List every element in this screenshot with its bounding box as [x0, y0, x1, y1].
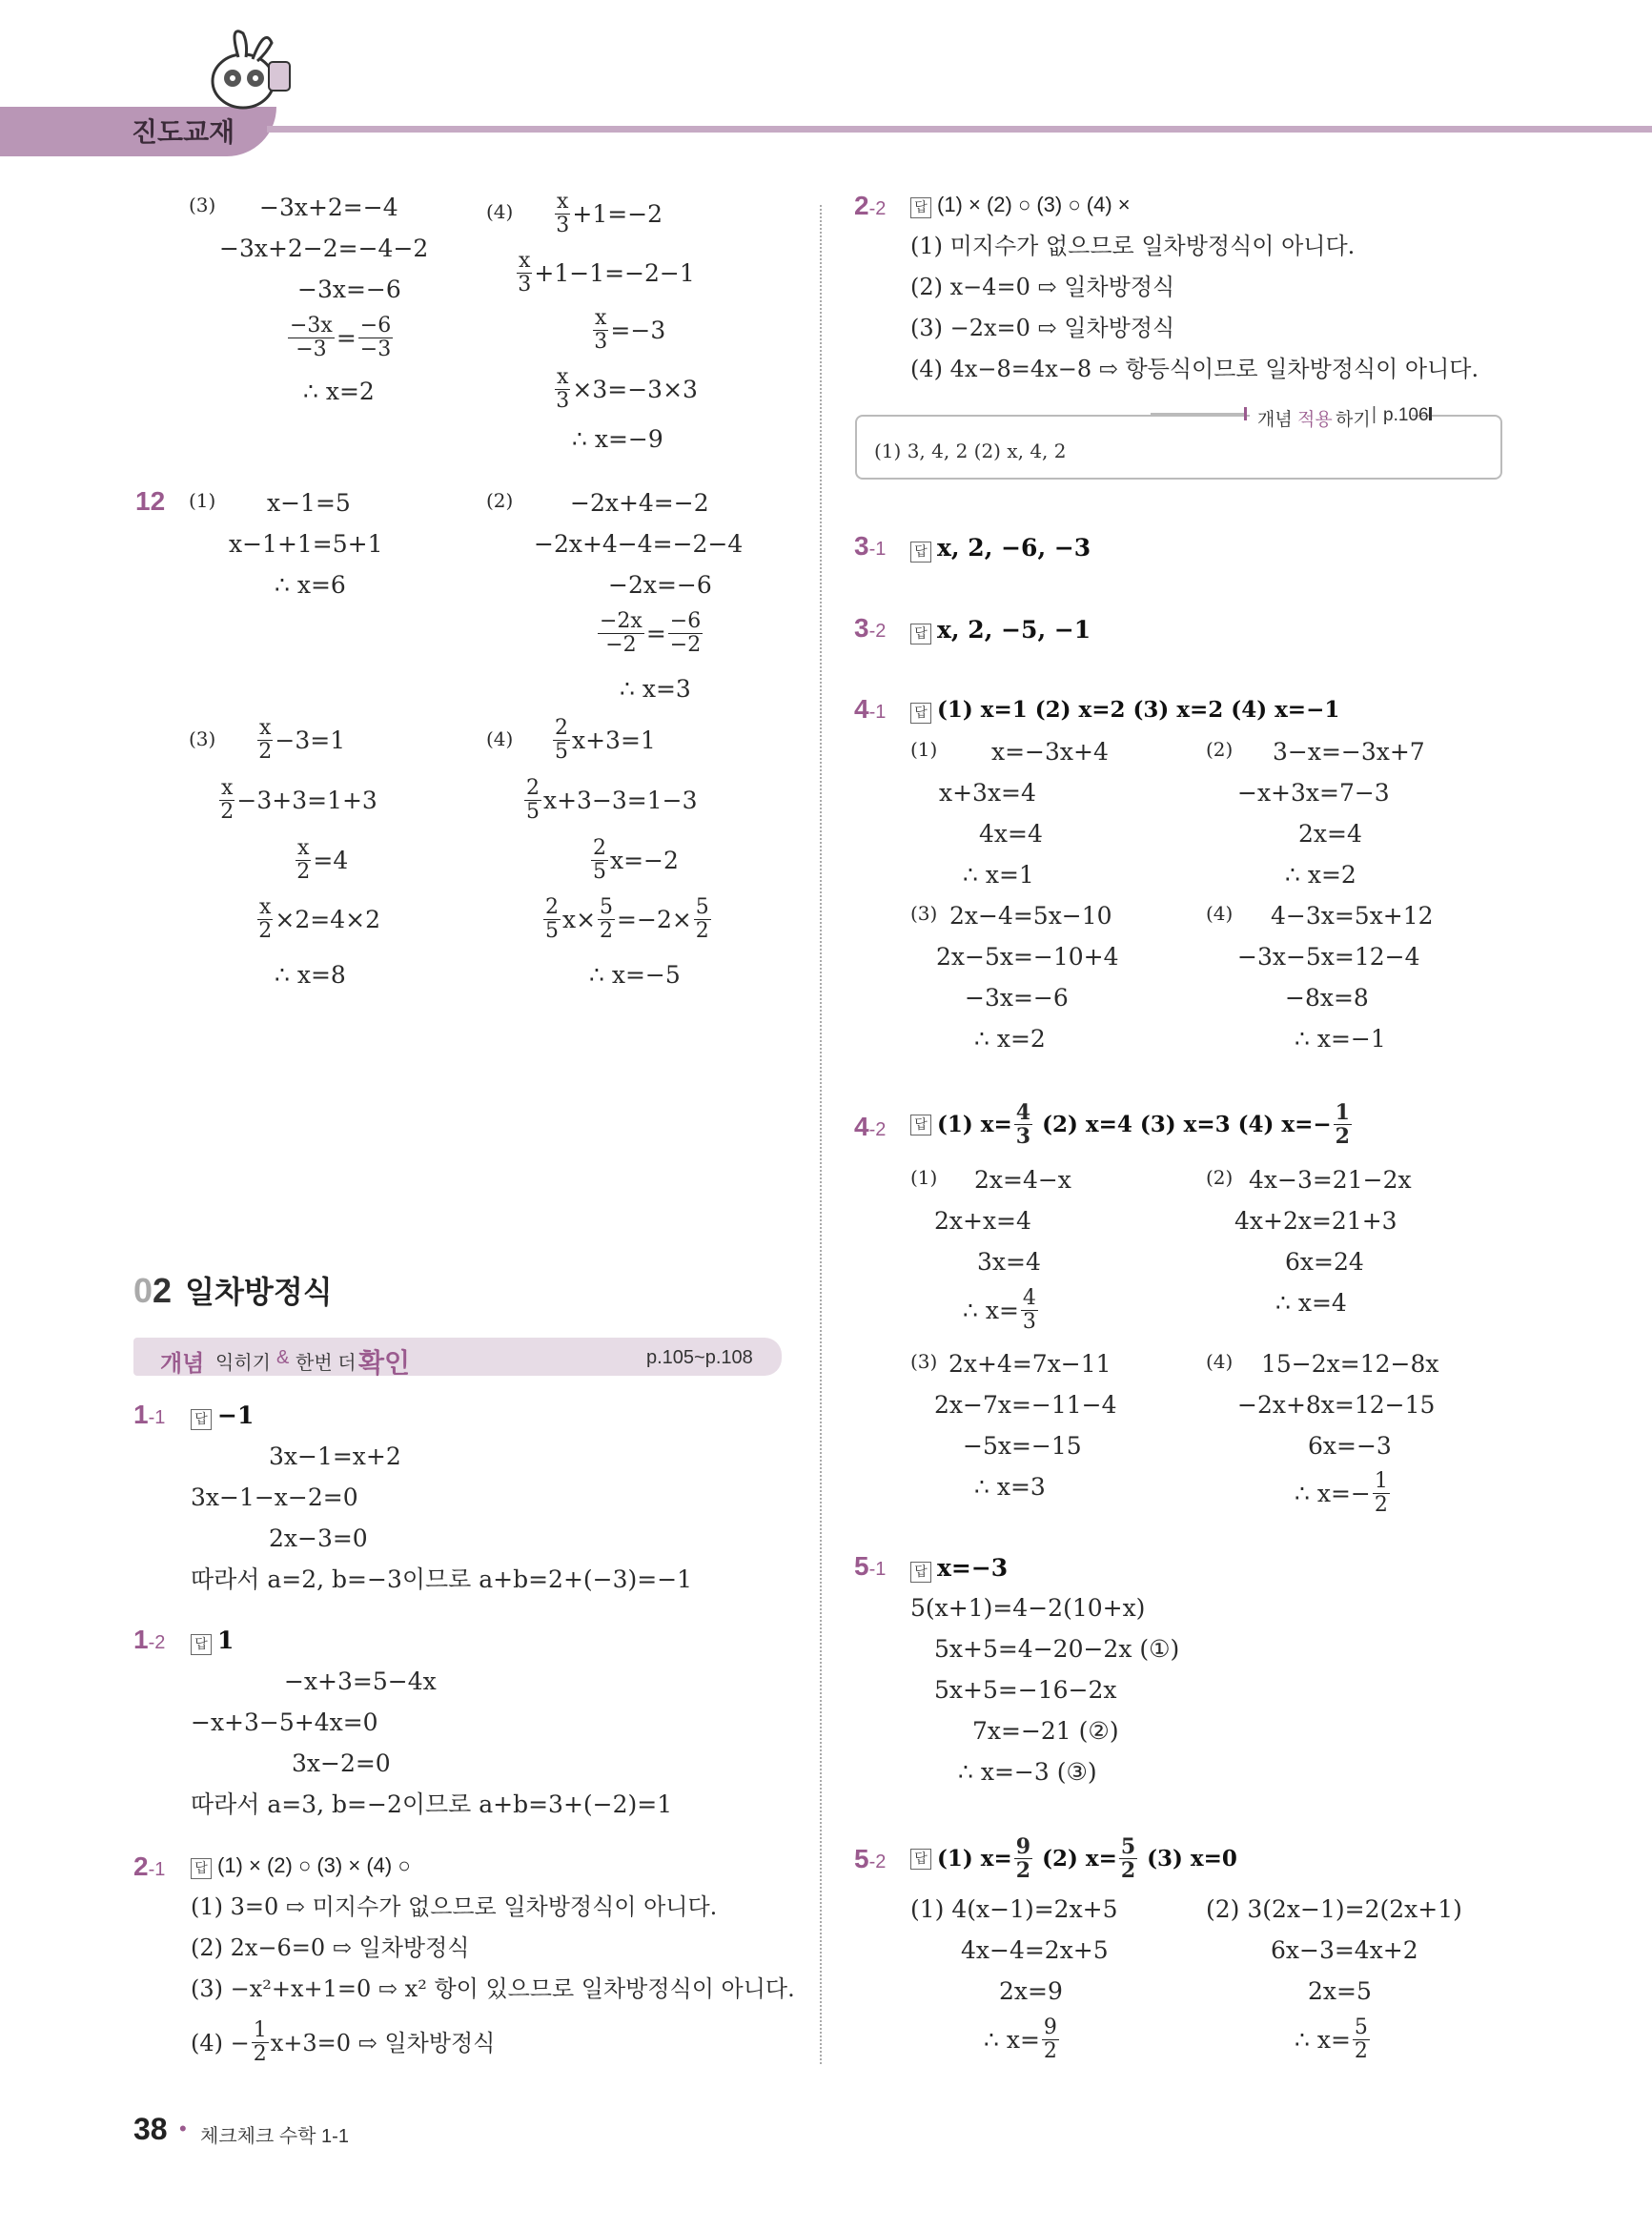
eq-line: 따라서 a=3, b=−2이므로 a+b=3+(−2)=1 [191, 1790, 673, 1818]
answer-line [910, 1554, 1008, 1583]
eq-line: 7x=−21 (②) [972, 1717, 1119, 1745]
section-title [133, 1268, 333, 1312]
eq-line: −3x+2−2=−4−2 [219, 235, 429, 262]
banner-text: 개념 [160, 1351, 205, 1377]
eq-text: x+3=0 ⇨ 일차방정식 [270, 2029, 496, 2056]
answer-icon: 답 [191, 1858, 212, 1879]
eq-line: 2x=5 [1308, 1977, 1372, 2005]
eq-line: 2x+4=7x−11 [948, 1350, 1112, 1378]
eq-text: ×2=4×2 [275, 906, 380, 934]
answer-line [910, 697, 1339, 724]
eq-line: −2x+4=−2 [570, 489, 709, 517]
numerator: 1 [1335, 1100, 1350, 1125]
label: (1) [910, 1166, 938, 1189]
banner-text: 확인 [358, 1348, 411, 1378]
eq-line: 3x=4 [977, 1248, 1041, 1276]
label: (3) [910, 1350, 938, 1373]
numerator: 5 [1354, 2015, 1368, 2039]
answer-line [191, 1626, 234, 1655]
answer-icon: 답 [910, 1849, 931, 1870]
eq-line [963, 1287, 1040, 1334]
box-title [1250, 401, 1429, 430]
eq-line [551, 717, 656, 764]
numerator: x [259, 895, 272, 919]
numerator: 4 [1015, 1100, 1031, 1125]
answer: x, 2, −5, −1 [937, 616, 1091, 644]
numerator: −6 [359, 314, 392, 338]
problem-number [854, 1112, 886, 1142]
denominator: 2 [1374, 1493, 1388, 1518]
eq-line [589, 837, 679, 884]
answer-line [910, 193, 1131, 218]
label: (3) [189, 727, 216, 750]
numerator: x [297, 836, 310, 860]
eq-line: (1) 미지수가 없으므로 일차방정식이 아니다. [910, 233, 1356, 259]
box-title-rule [1151, 413, 1246, 415]
eq-line: (2) 3(2x−1)=2(2x+1) [1206, 1895, 1462, 1923]
label: (2) [486, 489, 514, 512]
num: 4 [854, 1112, 869, 1141]
eq-line: (2) x−4=0 ⇨ 일차방정식 [910, 274, 1175, 300]
eq-line: ∴ x=2 [974, 1025, 1046, 1053]
eq-line [591, 307, 665, 354]
footer-bullet: • [179, 2117, 187, 2140]
banner-text: 익히기 [215, 1353, 271, 1374]
denominator: 3 [594, 330, 608, 355]
eq-line: ∴ x=−3 (③) [958, 1758, 1097, 1786]
rabbit-mascot-icon [191, 19, 296, 124]
eq-line: −2x+4−4=−2−4 [534, 530, 744, 558]
numerator: −3x [290, 314, 333, 338]
numerator: 2 [545, 895, 559, 919]
answer: (3) x=0 [1147, 1846, 1237, 1872]
sub: -2 [868, 1119, 887, 1140]
answer: (1) x=1 (2) x=2 (3) x=2 (4) x=−1 [937, 697, 1340, 723]
box-title-page: p.106 [1383, 405, 1429, 425]
numerator: −2x [600, 609, 642, 633]
eq-line: $\frac{-3x}{-3}$ = $\frac{-6}{-3}$ [290, 314, 392, 362]
label: (4) [486, 200, 514, 223]
eq-line: −8x=8 [1285, 984, 1369, 1012]
header-rule [267, 126, 1652, 133]
numerator: x [221, 776, 234, 800]
denominator: 5 [545, 919, 559, 944]
eq-text: +1=−2 [572, 200, 663, 229]
denominator: 2 [1015, 1858, 1031, 1884]
denominator: 2 [1354, 2039, 1368, 2064]
eq-line: −2x+8x=12−15 [1237, 1391, 1436, 1419]
eq-line: −2x=−6 [608, 571, 712, 599]
sub: -1 [868, 1559, 887, 1580]
label: (4) [486, 727, 514, 750]
label: (2) [1206, 738, 1234, 761]
sub: -1 [868, 539, 887, 560]
denominator: 2 [220, 800, 235, 825]
column-divider [820, 205, 822, 2064]
eq-text: +1−1=−2−1 [534, 259, 695, 288]
eq-line: 2x−7x=−11−4 [934, 1391, 1117, 1419]
denominator: 5 [593, 860, 606, 885]
answer-line [910, 1835, 1237, 1882]
problem-number [133, 1400, 165, 1430]
numerator: 4 [1022, 1286, 1036, 1310]
numerator: x [557, 190, 569, 214]
num: 1 [133, 1400, 149, 1429]
concept-banner [133, 1338, 782, 1376]
eq-line: −5x=−15 [963, 1432, 1082, 1460]
sub: -2 [868, 198, 887, 219]
eq-line: 4x−4=2x+5 [961, 1936, 1109, 1964]
eq-line: 2x=4−x [974, 1166, 1071, 1194]
eq-line: −3x−5x=12−4 [1237, 943, 1420, 971]
denominator: 3 [556, 214, 570, 238]
denominator: 3 [556, 389, 570, 414]
num: 2 [854, 191, 869, 220]
eq-line: 15−2x=12−8x [1261, 1350, 1439, 1378]
eq-line [255, 717, 345, 764]
eq-text: x+3=1 [572, 726, 656, 755]
denominator: 2 [1043, 2039, 1057, 2064]
eq-line [1295, 1470, 1392, 1517]
sub: -2 [148, 1632, 166, 1653]
num: 5 [854, 1551, 869, 1581]
eq-text: ∴ x=− [1295, 1480, 1371, 1508]
eq-line: ∴ x=−5 [589, 961, 681, 989]
eq-line [553, 191, 663, 237]
num: 4 [854, 694, 869, 724]
eq-line: x+3x=4 [939, 779, 1036, 807]
eq-line: −3x=−6 [965, 984, 1069, 1012]
denominator: 2 [695, 919, 709, 944]
header-label: 진도교재 [132, 117, 235, 147]
eq-line: (4) 4x−8=4x−8 ⇨ 항등식이므로 일차방정식이 아니다. [910, 356, 1479, 382]
answer-line [910, 616, 1091, 644]
eq-line: 6x=−3 [1308, 1432, 1392, 1460]
sub: -2 [868, 1852, 887, 1872]
answer-line [191, 1853, 411, 1879]
eq-line [515, 250, 695, 297]
eq-text: −3+3=1+3 [236, 787, 377, 815]
eq-line: ∴ x=2 [303, 378, 375, 405]
eq-line: 2x−3=0 [269, 1524, 368, 1552]
denominator: 2 [258, 919, 273, 944]
num: 5 [854, 1844, 869, 1873]
label: (2) [1206, 1166, 1234, 1189]
eq-text: ×3=−3×3 [572, 376, 698, 404]
eq-line: ∴ x=1 [963, 861, 1034, 889]
numerator: x [595, 306, 607, 330]
denominator: 2 [1335, 1124, 1350, 1150]
eq-line: (2) 2x−6=0 ⇨ 일차방정식 [191, 1934, 470, 1961]
numerator: x [519, 249, 531, 273]
eq-line [255, 896, 380, 943]
label: (4) [1206, 1350, 1234, 1373]
answer: 1 [217, 1626, 235, 1654]
eq-line [294, 837, 348, 884]
eq-line: 3x−1−x−2=0 [191, 1483, 358, 1511]
numerator: 9 [1015, 1834, 1031, 1859]
answer-line [910, 1101, 1354, 1148]
eq-line [217, 777, 377, 824]
denominator: 2 [1120, 1858, 1136, 1884]
eq-line: 2x=4 [1298, 820, 1362, 848]
label: (4) [1206, 902, 1234, 925]
denominator: −3 [296, 338, 327, 362]
eq-line [191, 2019, 495, 2066]
eq-line: 4x=4 [979, 820, 1043, 848]
eq-line [541, 896, 713, 943]
answer: (1) x= [937, 1112, 1012, 1138]
problem-number [133, 1625, 165, 1655]
eq-line: ∴ x=3 [974, 1473, 1046, 1501]
eq-line: −3x+2=−4 [259, 194, 398, 221]
book-title: 체크체크 수학 1-1 [200, 2126, 349, 2147]
denominator: −2 [605, 633, 637, 658]
eq-line: 2x=9 [999, 1977, 1063, 2005]
eq-line: 6x=24 [1285, 1248, 1364, 1276]
box-content: (1) 3, 4, 2 (2) x, 4, 2 [874, 440, 1067, 462]
eq-line: x=−3x+4 [991, 738, 1109, 766]
eq-line: ∴ x=−9 [572, 425, 663, 453]
eq-line: 4x−3=21−2x [1249, 1166, 1412, 1194]
numerator: 2 [526, 776, 540, 800]
eq-line [553, 366, 698, 413]
eq-line: 3−x=−3x+7 [1273, 738, 1425, 766]
denominator: 2 [600, 919, 614, 944]
eq-line: 3x−2=0 [292, 1749, 391, 1777]
sub: -1 [148, 1407, 166, 1428]
num: 3 [854, 531, 869, 561]
answer-icon: 답 [910, 542, 931, 563]
denominator: 2 [253, 2042, 267, 2067]
label: (3) [910, 902, 938, 925]
eq-text: x+3−3=1−3 [543, 787, 698, 815]
numerator: 1 [1374, 1469, 1388, 1493]
numerator: −6 [669, 609, 702, 633]
sub: -2 [868, 621, 887, 642]
eq-text: =−2× [617, 906, 692, 934]
answer: −1 [217, 1401, 255, 1429]
problem-number [854, 1844, 886, 1874]
eq-line: 2x+x=4 [934, 1207, 1031, 1235]
label: (3) [189, 194, 216, 216]
box-marker [1244, 407, 1247, 420]
num: 1 [133, 1625, 149, 1654]
banner-pages: p.105~p.108 [646, 1347, 753, 1368]
label: (1) [189, 489, 216, 512]
numerator: x [259, 716, 272, 740]
eq-line: 5x+5=4−20−2x (①) [934, 1635, 1180, 1663]
eq-line: 2x−4=5x−10 [949, 902, 1112, 930]
eq-line: ∴ x=2 [1285, 861, 1356, 889]
concept-apply-box [855, 404, 1502, 480]
eq-line: 따라서 a=2, b=−3이므로 a+b=2+(−3)=−1 [191, 1565, 693, 1593]
answer-line [191, 1401, 254, 1430]
eq-line: ∴ x=4 [1275, 1289, 1347, 1317]
eq-text: −3=1 [275, 726, 346, 755]
answer-icon: 답 [910, 624, 931, 644]
eq-line: ∴ x=6 [275, 571, 346, 599]
eq-line [1295, 2016, 1372, 2063]
eq-text: ∴ x= [1295, 2026, 1351, 2055]
answer: (1) × (2) ○ (3) × (4) ○ [217, 1853, 411, 1877]
eq-line: (1) 4(x−1)=2x+5 [910, 1895, 1118, 1923]
eq-line: 6x−3=4x+2 [1271, 1936, 1418, 1964]
eq-text: =−3 [610, 317, 666, 345]
eq-line: ∴ x=−1 [1295, 1025, 1386, 1053]
problem-number [133, 1852, 165, 1882]
answer: (1) x= [937, 1846, 1012, 1872]
problem-number [854, 1551, 886, 1582]
eq-line: −x+3=5−4x [284, 1667, 437, 1695]
numerator: 5 [1120, 1834, 1136, 1859]
banner-text: & [276, 1347, 290, 1368]
answer: (1) × (2) ○ (3) ○ (4) × [937, 193, 1131, 216]
section-num-prefix: 0 [133, 1271, 153, 1310]
eq-line: −3x=−6 [297, 276, 401, 303]
denominator: 2 [296, 860, 311, 885]
eq-line: 2x−5x=−10+4 [936, 943, 1119, 971]
eq-line: ∴ x=3 [620, 675, 691, 703]
numerator: 5 [600, 895, 614, 919]
eq-line: 5(x+1)=4−2(10+x) [910, 1594, 1146, 1622]
eq-line: (1) 3=0 ⇨ 미지수가 없으므로 일차방정식이 아니다. [191, 1893, 718, 1920]
problem-number [854, 613, 886, 644]
eq-line: (3) −2x=0 ⇨ 일차방정식 [910, 315, 1175, 341]
section-num: 2 [153, 1271, 173, 1310]
eq-line: −x+3−5+4x=0 [191, 1708, 378, 1736]
numerator: 2 [593, 836, 606, 860]
eq-line: x−1=5 [267, 489, 351, 517]
answer-icon: 답 [191, 1634, 212, 1655]
answer-icon: 답 [191, 1409, 212, 1430]
answer: x, 2, −6, −3 [937, 534, 1091, 562]
box-title-sep: | [1372, 404, 1377, 424]
eq-line: x−1+1=5+1 [229, 530, 383, 558]
eq-line: ∴ x=8 [275, 961, 346, 989]
answer-icon: 답 [910, 703, 931, 724]
eq-line [984, 2016, 1061, 2063]
box-title-text: 적용 [1297, 410, 1333, 430]
sub: -1 [868, 702, 887, 723]
section-name: 일차방정식 [185, 1275, 333, 1309]
eq-line: 4x+2x=21+3 [1234, 1207, 1397, 1235]
numerator: x [557, 365, 569, 389]
answer-icon: 답 [910, 1115, 931, 1135]
sub: -1 [148, 1859, 166, 1880]
numerator: 5 [695, 895, 709, 919]
answer: (2) x= [1042, 1846, 1117, 1872]
eq-line: 4−3x=5x+12 [1271, 902, 1434, 930]
numerator: 1 [253, 2018, 267, 2042]
denominator: 5 [555, 740, 568, 765]
eq-text: x× [562, 906, 597, 934]
answer: x=−3 [937, 1554, 1009, 1582]
denominator: −3 [359, 338, 392, 362]
numerator: 2 [555, 716, 568, 740]
eq-line: $\frac{-2x}{-2}$ = $\frac{-6}{-2}$ [600, 609, 702, 658]
label: (1) [910, 738, 938, 761]
problem-number [854, 531, 886, 562]
eq-line: (3) −x²+x+1=0 ⇨ x² 항이 있으므로 일차방정식이 아니다. [191, 1975, 795, 2002]
denominator: −2 [669, 633, 702, 658]
page-number: 38 [133, 2112, 168, 2146]
problem-number [854, 191, 886, 221]
num: 3 [854, 613, 869, 643]
eq-line [522, 777, 698, 824]
denominator: 3 [1022, 1310, 1036, 1335]
eq-text: =4 [313, 847, 349, 875]
eq-text: (4) − [191, 2029, 250, 2056]
eq-text: ∴ x= [963, 1297, 1019, 1325]
eq-text: x=−2 [610, 847, 679, 875]
denominator: 3 [1015, 1124, 1031, 1150]
box-marker [1429, 407, 1432, 420]
numerator: 9 [1043, 2015, 1057, 2039]
eq-line: 3x−1=x+2 [269, 1442, 401, 1470]
answer-icon: 답 [910, 197, 931, 218]
denominator: 3 [518, 273, 532, 297]
banner-text: 한번 더 [296, 1353, 357, 1374]
denominator: 2 [258, 740, 273, 765]
answer-icon: 답 [910, 1562, 931, 1583]
eq-line: −x+3x=7−3 [1237, 779, 1390, 807]
eq-line: 5x+5=−16−2x [934, 1676, 1117, 1704]
num: 2 [133, 1852, 149, 1881]
box-title-text: 하기 [1336, 410, 1371, 430]
answer: (2) x=4 (3) x=3 (4) x=− [1042, 1112, 1332, 1138]
problem-number [854, 694, 886, 725]
eq-text: ∴ x= [984, 2026, 1040, 2055]
problem-number: 12 [135, 486, 166, 516]
box-title-text: 개념 [1257, 410, 1293, 430]
answer-line [910, 534, 1091, 563]
denominator: 5 [526, 800, 540, 825]
